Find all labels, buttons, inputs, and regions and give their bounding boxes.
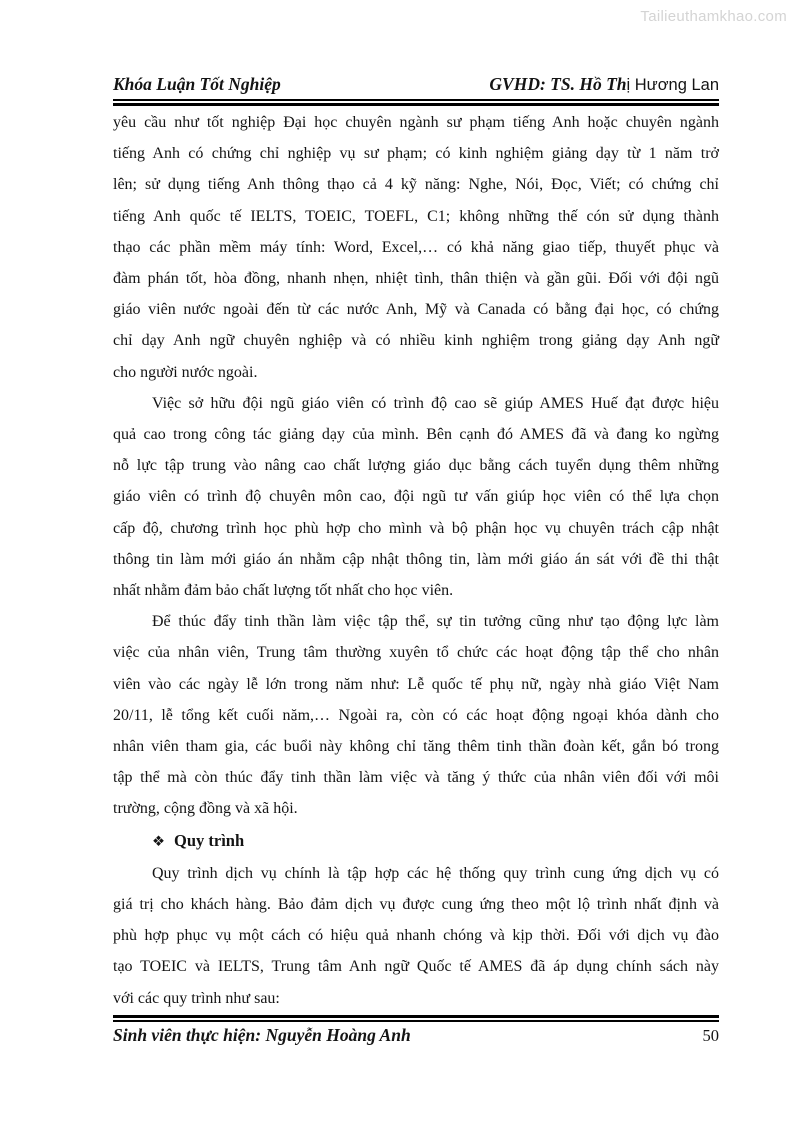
header-divider-thin-line	[113, 99, 719, 101]
paragraph-1-line-4: tiếng Anh quốc tế IELTS, TOEIC, TOEFL, C1; không những thế cón sử dụng thành	[113, 207, 719, 225]
paragraph-3-line-2: việc của nhân viên, Trung tâm thường xuyên tổ chức các hoạt động tập thể cho nhân	[113, 644, 719, 662]
paragraph-1-line-1: yêu cầu như tốt nghiệp Đại học chuyên ngành sư phạm tiếng Anh hoặc chuyên ngành	[113, 114, 719, 131]
paragraph-3-line-4: 20/11, lễ tổng kết cuối năm,… Ngoài ra, còn có các hoạt động ngoại khóa dành cho	[113, 706, 719, 724]
paragraph-5-line-2: giá trị cho khách hàng. Bảo đảm dịch vụ được cung ứng theo một lộ trình nhất định và	[113, 896, 719, 914]
header-divider-thick-line	[113, 103, 719, 106]
footer-divider-thick-line	[113, 1015, 719, 1018]
header-advisor-suffix: ị Hương Lan	[626, 76, 719, 94]
paragraph-2-line-6: thông tin làm mới giáo án nhằm cập nhật thông tin, làm mới giáo án sát với đề thi thật	[113, 550, 719, 568]
paragraph-1-line-3: lên; sử dụng tiếng Anh thông thạo cả 4 kỹ năng: Nghe, Nói, Đọc, Viết; có chứng chỉ	[113, 176, 719, 194]
page-header	[113, 74, 719, 95]
paragraph-5-line-4: tạo TOEIC và IELTS, Trung tâm Anh ngữ Quốc tế AMES đã áp dụng chính sách này	[113, 958, 719, 976]
paragraph-1-line-7: giáo viên nước ngoài đến từ các nước Anh, Mỹ và Canada có bằng đại học, có chứng	[113, 301, 719, 319]
page-number: 50	[702, 1026, 719, 1045]
header-thesis-title: Khóa Luận Tốt Nghiệp	[113, 74, 281, 94]
watermark-text: Tailieuthamkhao.com	[640, 8, 787, 25]
footer-student-name: Sinh viên thực hiện: Nguyễn Hoàng Anh	[113, 1025, 411, 1045]
header-divider	[113, 99, 719, 106]
paragraph-5-line-5: với các quy trình như sau:	[113, 989, 280, 1007]
paragraph-2-line-2: quả cao trong công tác giảng dạy của mình. Bên cạnh đó AMES đã và đang ko ngừng	[113, 426, 719, 444]
paragraph-3-line-5: nhân viên tham gia, các buổi này không chỉ tăng thêm tinh thần đoàn kết, gắn bó trong	[113, 738, 719, 756]
paragraph-2-line-5: cấp độ, chương trình học phù hợp cho mình và bộ phận học vụ chuyên trách cập nhật	[113, 519, 719, 537]
paragraph-2-line-4: giáo viên có trình độ chuyên môn cao, đội ngũ tư vấn giúp học viên có thể lựa chọn	[113, 488, 719, 506]
paragraph-1-line-2: tiếng Anh có chứng chỉ nghiệp vụ sư phạm; có kinh nghiệm giảng dạy từ 1 năm trở	[113, 145, 719, 163]
paragraph-5-line-3: phù hợp phục vụ một cách có hiệu quả nhanh chóng và kịp thời. Đối với dịch vụ đào	[113, 927, 719, 945]
section-heading-label: Quy trình	[174, 830, 245, 850]
paragraph-2-line-3: nỗ lực tập trung vào nâng cao chất lượng giáo dục bằng cách tuyển dụng thêm những	[113, 457, 719, 475]
paragraph-1-line-5: thạo các phần mềm máy tính: Word, Excel,… có khả năng giao tiếp, thuyết phục và	[113, 238, 719, 256]
footer-divider	[113, 1015, 719, 1022]
paragraph-1-line-6: đàm phán tốt, hòa đồng, nhanh nhẹn, nhiệt tình, thân thiện và gần gũi. Đối với đội ngũ	[113, 270, 719, 288]
paragraph-3-line-3: viên vào các ngày lễ lớn trong năm như: Lễ quốc tế phụ nữ, ngày nhà giáo Việt Nam	[113, 675, 719, 693]
paragraph-5-line-1: Quy trình dịch vụ chính là tập hợp các hệ thống quy trình cung ứng dịch vụ có	[152, 864, 719, 882]
diamond-bullet-icon: ❖	[152, 833, 165, 850]
header-advisor-main: GVHD: TS. Hồ Th	[489, 74, 627, 94]
page-footer	[113, 1025, 719, 1046]
paragraph-3-line-6: tập thể mà còn thúc đẩy tinh thần làm việc và tăng ý thức của nhân viên đối với môi	[113, 769, 719, 787]
paragraph-1-line-8: chỉ dạy Anh ngữ chuyên nghiệp và có nhiều kinh nghiệm trong giảng dạy Anh ngữ	[113, 332, 719, 350]
section-heading	[113, 825, 719, 858]
footer-divider-thin-line	[113, 1020, 719, 1022]
paragraph-2-line-7: nhất nhằm đảm bảo chất lượng tốt nhất cho học viên.	[113, 582, 454, 600]
paragraph-2-line-1: Việc sở hữu đội ngũ giáo viên có trình độ cao sẽ giúp AMES Huế đạt được hiệu	[152, 394, 719, 412]
paragraph-1-line-9: cho người nước ngoài.	[113, 363, 258, 381]
document-body	[113, 107, 719, 1014]
paragraph-3-line-1: Để thúc đẩy tinh thần làm việc tập thể, sự tin tưởng cũng như tạo động lực làm	[152, 613, 719, 631]
header-advisor	[489, 74, 719, 95]
paragraph-3-line-7: trường, cộng đồng và xã hội.	[113, 800, 298, 818]
